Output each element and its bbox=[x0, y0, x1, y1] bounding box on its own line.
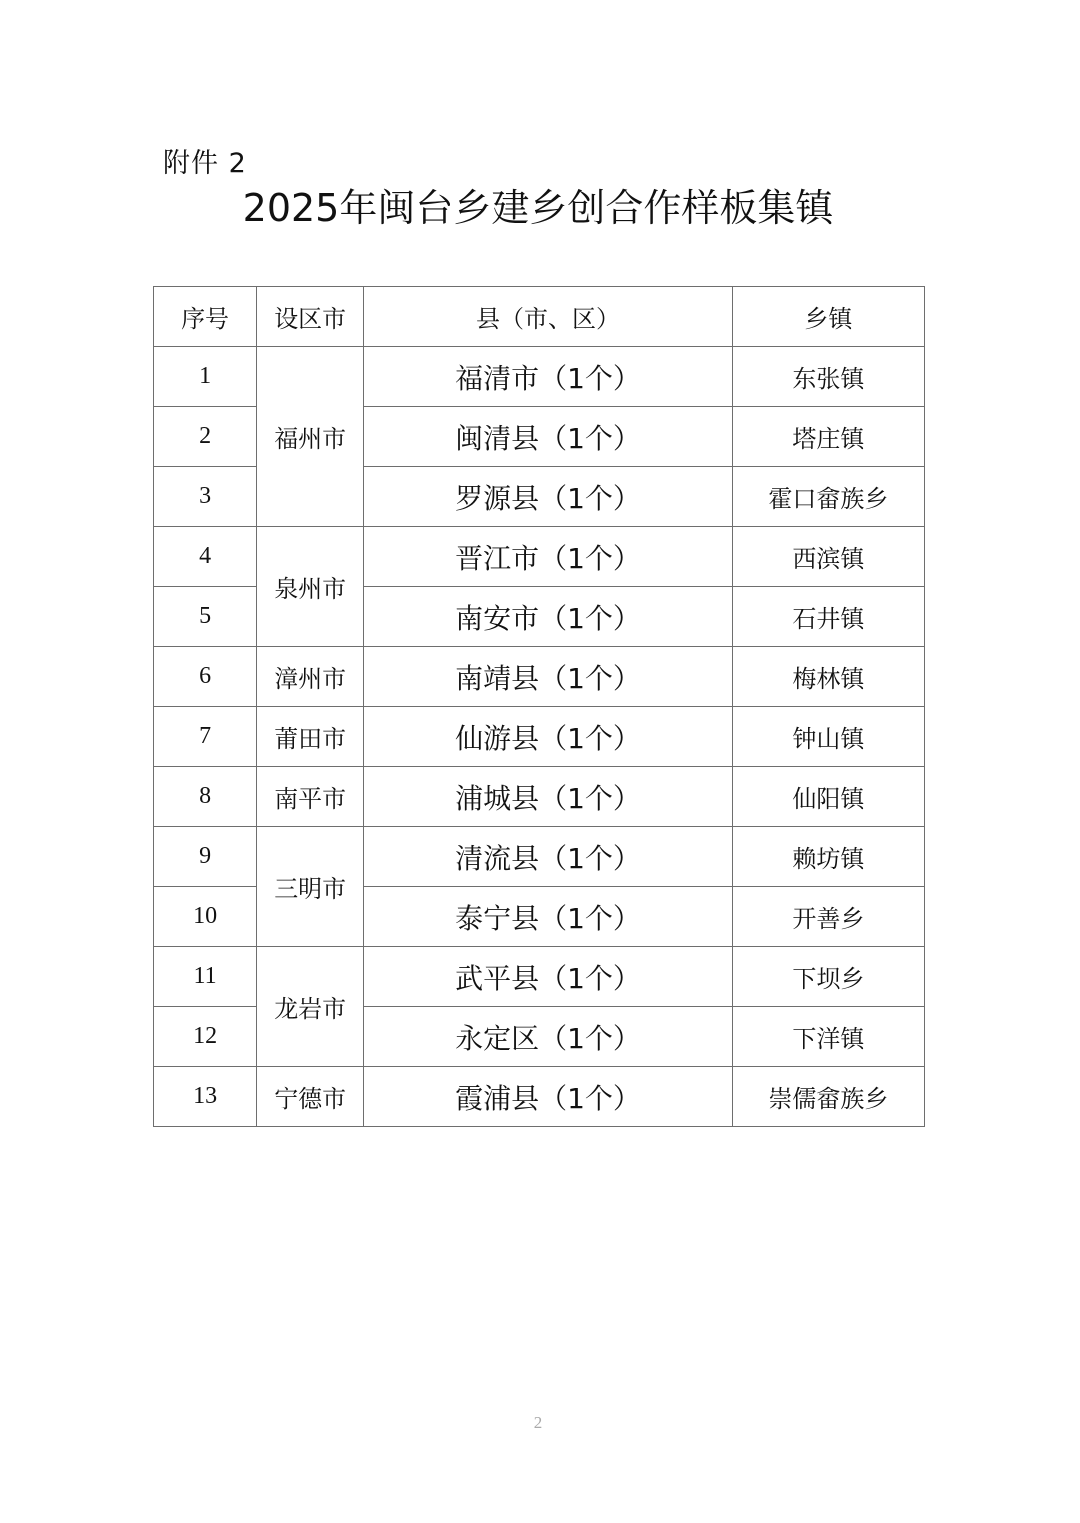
header-town: 乡镇 bbox=[732, 287, 924, 347]
row-town: 石井镇 bbox=[732, 587, 924, 647]
table-row bbox=[154, 827, 925, 887]
header-county: 县（市、区） bbox=[364, 287, 732, 347]
row-town: 霍口畲族乡 bbox=[732, 467, 924, 527]
row-no: 8 bbox=[154, 767, 257, 827]
row-no: 10 bbox=[154, 887, 257, 947]
row-town: 西滨镇 bbox=[732, 527, 924, 587]
row-city: 三明市 bbox=[257, 827, 364, 947]
row-city: 龙岩市 bbox=[257, 947, 364, 1067]
attachment-label: 附件 2 bbox=[163, 148, 247, 179]
row-county: 仙游县（1个） bbox=[364, 707, 732, 767]
row-county: 武平县（1个） bbox=[364, 947, 732, 1007]
row-city: 泉州市 bbox=[257, 527, 364, 647]
row-city: 漳州市 bbox=[257, 647, 364, 707]
header-no: 序号 bbox=[154, 287, 257, 347]
row-town: 塔庄镇 bbox=[732, 407, 924, 467]
row-town: 钟山镇 bbox=[732, 707, 924, 767]
row-county: 霞浦县（1个） bbox=[364, 1067, 732, 1127]
row-town: 赖坊镇 bbox=[732, 827, 924, 887]
row-no: 6 bbox=[154, 647, 257, 707]
row-county: 晋江市（1个） bbox=[364, 527, 732, 587]
row-no: 2 bbox=[154, 407, 257, 467]
row-town: 下洋镇 bbox=[732, 1007, 924, 1067]
row-town: 下坝乡 bbox=[732, 947, 924, 1007]
row-town: 东张镇 bbox=[732, 347, 924, 407]
table-row bbox=[154, 1067, 925, 1127]
row-city: 福州市 bbox=[257, 347, 364, 527]
row-county: 罗源县（1个） bbox=[364, 467, 732, 527]
row-city: 南平市 bbox=[257, 767, 364, 827]
row-no: 7 bbox=[154, 707, 257, 767]
table-row bbox=[154, 707, 925, 767]
row-county: 浦城县（1个） bbox=[364, 767, 732, 827]
page-number: 2 bbox=[533, 1413, 543, 1432]
row-town: 梅林镇 bbox=[732, 647, 924, 707]
row-county: 永定区（1个） bbox=[364, 1007, 732, 1067]
table-row bbox=[154, 527, 925, 587]
table-header-row bbox=[154, 287, 925, 347]
row-no: 5 bbox=[154, 587, 257, 647]
row-city: 宁德市 bbox=[257, 1067, 364, 1127]
row-county: 南安市（1个） bbox=[364, 587, 732, 647]
row-no: 4 bbox=[154, 527, 257, 587]
row-county: 南靖县（1个） bbox=[364, 647, 732, 707]
row-county: 清流县（1个） bbox=[364, 827, 732, 887]
row-county: 泰宁县（1个） bbox=[364, 887, 732, 947]
table-row bbox=[154, 767, 925, 827]
row-no: 13 bbox=[154, 1067, 257, 1127]
document-title: 2025年闽台乡建乡创合作样板集镇 bbox=[242, 186, 834, 230]
row-town: 仙阳镇 bbox=[732, 767, 924, 827]
row-town: 崇儒畲族乡 bbox=[732, 1067, 924, 1127]
row-no: 1 bbox=[154, 347, 257, 407]
table-row bbox=[154, 647, 925, 707]
row-county: 福清市（1个） bbox=[364, 347, 732, 407]
table-row bbox=[154, 347, 925, 407]
table-row bbox=[154, 947, 925, 1007]
towns-table bbox=[153, 286, 925, 1127]
row-town: 开善乡 bbox=[732, 887, 924, 947]
header-city: 设区市 bbox=[257, 287, 364, 347]
row-no: 11 bbox=[154, 947, 257, 1007]
row-no: 12 bbox=[154, 1007, 257, 1067]
row-city: 莆田市 bbox=[257, 707, 364, 767]
row-no: 9 bbox=[154, 827, 257, 887]
row-county: 闽清县（1个） bbox=[364, 407, 732, 467]
row-no: 3 bbox=[154, 467, 257, 527]
